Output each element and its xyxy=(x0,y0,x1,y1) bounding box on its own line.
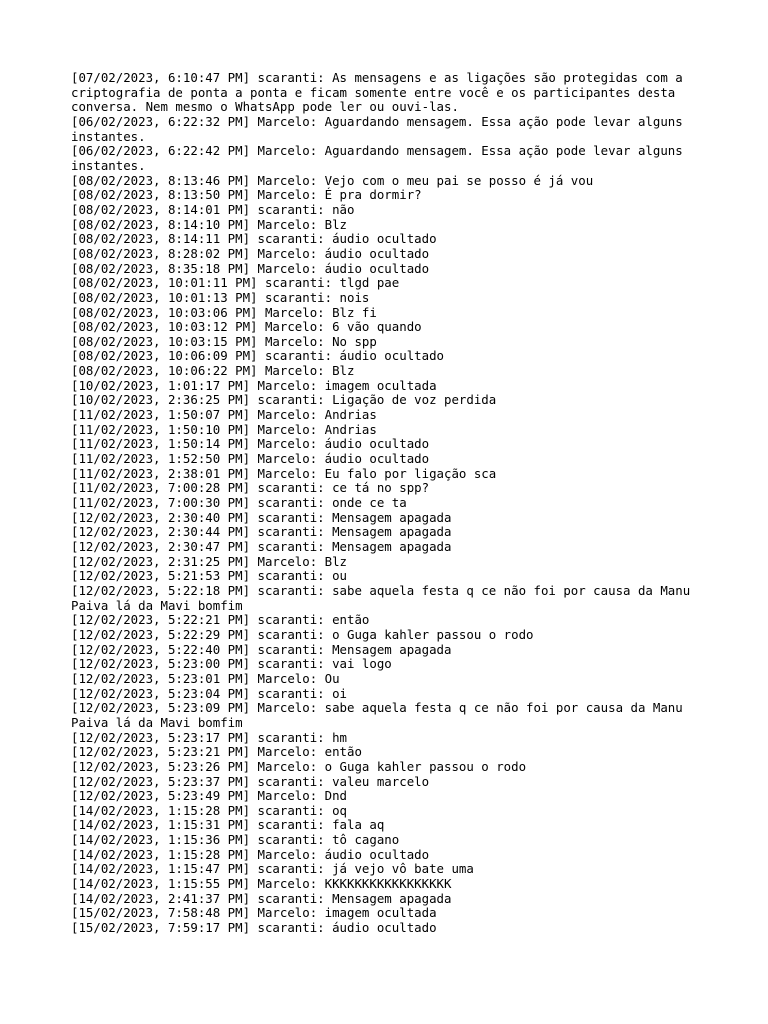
chat-message-line: [12/02/2023, 5:21:53 PM] scaranti: ou xyxy=(71,568,348,584)
chat-message-line: [12/02/2023, 5:23:37 PM] scaranti: valeu marcelo xyxy=(71,773,430,789)
chat-transcript xyxy=(71,71,701,936)
chat-message-line: [08/02/2023, 10:03:15 PM] Marcelo: No spp xyxy=(71,333,377,349)
chat-message-line: [12/02/2023, 5:23:00 PM] scaranti: vai logo xyxy=(71,656,392,672)
chat-message-line: [12/02/2023, 5:22:21 PM] scaranti: então xyxy=(71,612,370,628)
chat-message-line: [14/02/2023, 1:15:28 PM] scaranti: oq xyxy=(71,802,348,818)
chat-message-line: [11/02/2023, 7:00:28 PM] scaranti: ce tá no spp? xyxy=(71,480,430,496)
chat-message-line: [14/02/2023, 1:15:36 PM] scaranti: tô cagano xyxy=(71,832,400,848)
chat-message-line: [08/02/2023, 8:35:18 PM] Marcelo: áudio ocultado xyxy=(71,260,430,276)
chat-message-line: [11/02/2023, 7:00:30 PM] scaranti: onde ce ta xyxy=(71,495,407,511)
chat-message-line: [11/02/2023, 1:50:10 PM] Marcelo: Andrias xyxy=(71,421,377,437)
chat-message-line: [14/02/2023, 1:15:55 PM] Marcelo: KKKKKKKKKKKKKKKKK xyxy=(71,876,452,892)
chat-message-line: [08/02/2023, 8:14:01 PM] scaranti: não xyxy=(71,201,355,217)
chat-message-line: [11/02/2023, 2:38:01 PM] Marcelo: Eu falo por ligação sca xyxy=(71,465,497,481)
chat-message-line: [06/02/2023, 6:22:32 PM] Marcelo: Aguardando mensagem. Essa ação pode levar alguns instantes. xyxy=(71,113,691,144)
chat-message-line: [14/02/2023, 1:15:47 PM] scaranti: já vejo vô bate uma xyxy=(71,861,474,877)
chat-message-line: [08/02/2023, 10:06:22 PM] Marcelo: Blz xyxy=(71,363,355,379)
chat-message-line: [12/02/2023, 5:23:21 PM] Marcelo: então xyxy=(71,744,362,760)
chat-message-line: [10/02/2023, 1:01:17 PM] Marcelo: imagem ocultada xyxy=(71,377,437,393)
chat-message-line: [12/02/2023, 5:23:01 PM] Marcelo: Ou xyxy=(71,670,340,686)
chat-message-line: [12/02/2023, 5:23:49 PM] Marcelo: Dnd xyxy=(71,788,348,804)
chat-message-line: [06/02/2023, 6:22:42 PM] Marcelo: Aguardando mensagem. Essa ação pode levar alguns instantes. xyxy=(71,143,691,173)
chat-message-line: [15/02/2023, 7:59:17 PM] scaranti: áudio ocultado xyxy=(71,920,437,936)
chat-message-line: [07/02/2023, 6:10:47 PM] scaranti: As mensagens e as ligações são protegidas com a criptografia de ponta a ponta e ficam somente entre você e os participantes desta conversa. Nem mesmo o WhatsApp pode ler ou ouvi-las. xyxy=(71,70,691,115)
chat-message-line: [12/02/2023, 5:23:04 PM] scaranti: oi xyxy=(71,685,348,701)
chat-message-line: [11/02/2023, 1:50:14 PM] Marcelo: áudio ocultado xyxy=(71,436,430,452)
chat-message-line: [12/02/2023, 5:23:26 PM] Marcelo: o Guga kahler passou o rodo xyxy=(71,758,527,774)
chat-message-line: [12/02/2023, 5:23:17 PM] scaranti: hm xyxy=(71,729,348,745)
chat-message-line: [12/02/2023, 5:22:18 PM] scaranti: sabe aquela festa q ce não foi por causa da Manu Paiva lá da Mavi bomfim xyxy=(71,582,698,613)
chat-message-line: [12/02/2023, 5:22:29 PM] scaranti: o Guga kahler passou o rodo xyxy=(71,626,534,642)
chat-message-line: [12/02/2023, 2:30:47 PM] scaranti: Mensagem apagada xyxy=(71,539,452,554)
chat-message-line: [14/02/2023, 1:15:31 PM] scaranti: fala aq xyxy=(71,817,385,833)
chat-message-line: [11/02/2023, 1:50:07 PM] Marcelo: Andrias xyxy=(71,407,377,423)
chat-message-line: [10/02/2023, 2:36:25 PM] scaranti: Ligação de voz perdida xyxy=(71,392,497,408)
chat-message-line: [08/02/2023, 10:03:12 PM] Marcelo: 6 vão quando xyxy=(71,319,422,335)
chat-message-line: [12/02/2023, 2:30:40 PM] scaranti: Mensagem apagada xyxy=(71,509,452,525)
chat-message-line: [12/02/2023, 5:23:09 PM] Marcelo: sabe aquela festa q ce não foi por causa da Manu Paiva lá da Mavi bomfim xyxy=(71,700,691,730)
chat-message-line: [08/02/2023, 8:14:11 PM] scaranti: áudio ocultado xyxy=(71,231,437,247)
chat-message-line: [08/02/2023, 10:01:13 PM] scaranti: nois xyxy=(71,289,370,305)
chat-message-line: [08/02/2023, 8:28:02 PM] Marcelo: áudio ocultado xyxy=(71,245,430,261)
chat-message-line: [15/02/2023, 7:58:48 PM] Marcelo: imagem ocultada xyxy=(71,905,437,921)
chat-message-line: [11/02/2023, 1:52:50 PM] Marcelo: áudio ocultado xyxy=(71,451,430,467)
chat-message-line: [12/02/2023, 5:22:40 PM] scaranti: Mensagem apagada xyxy=(71,641,452,657)
chat-message-line: [12/02/2023, 2:31:25 PM] Marcelo: Blz xyxy=(71,553,348,569)
chat-message-line: [08/02/2023, 8:13:50 PM] Marcelo: É pra dormir? xyxy=(71,187,422,203)
chat-message-line: [08/02/2023, 10:01:11 PM] scaranti: tlgd pae xyxy=(71,275,400,291)
chat-message-line: [14/02/2023, 1:15:28 PM] Marcelo: áudio ocultado xyxy=(71,846,430,862)
chat-message-line: [14/02/2023, 2:41:37 PM] scaranti: Mensagem apagada xyxy=(71,890,452,906)
chat-message-line: [08/02/2023, 8:14:10 PM] Marcelo: Blz xyxy=(71,216,348,232)
chat-message-line: [08/02/2023, 10:03:06 PM] Marcelo: Blz fi xyxy=(71,304,377,320)
chat-message-line: [08/02/2023, 8:13:46 PM] Marcelo: Vejo com o meu pai se posso é já vou xyxy=(71,172,594,188)
chat-message-line: [08/02/2023, 10:06:09 PM] scaranti: áudio ocultado xyxy=(71,348,444,364)
chat-message-line: [12/02/2023, 2:30:44 PM] scaranti: Mensagem apagada xyxy=(71,524,452,540)
